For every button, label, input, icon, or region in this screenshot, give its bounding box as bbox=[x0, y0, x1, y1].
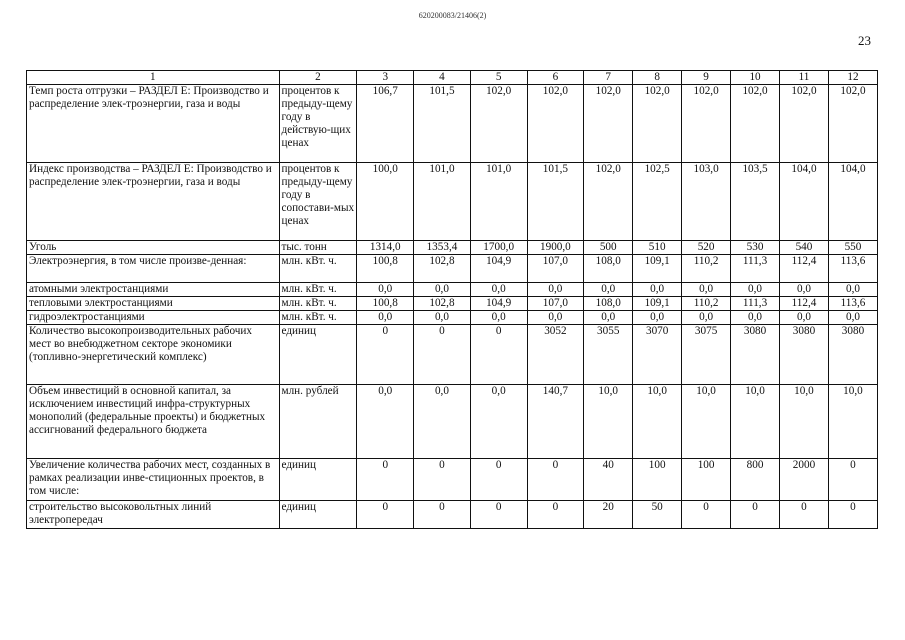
value-cell: 102,8 bbox=[414, 255, 471, 283]
indicator-unit: процентов к предыду-щему году в действую-щих ценах bbox=[279, 85, 357, 163]
value-cell: 1314,0 bbox=[357, 241, 414, 255]
value-cell: 540 bbox=[780, 241, 829, 255]
value-cell: 102,0 bbox=[682, 85, 731, 163]
value-cell: 0,0 bbox=[527, 283, 584, 297]
indicator-unit: млн. рублей bbox=[279, 385, 357, 459]
indicator-name: Уголь bbox=[27, 241, 280, 255]
column-header: 6 bbox=[527, 71, 584, 85]
value-cell: 0 bbox=[414, 501, 471, 529]
value-cell: 10,0 bbox=[584, 385, 633, 459]
value-cell: 111,3 bbox=[731, 255, 780, 283]
value-cell: 102,0 bbox=[584, 163, 633, 241]
column-header: 2 bbox=[279, 71, 357, 85]
value-cell: 111,3 bbox=[731, 297, 780, 311]
value-cell: 113,6 bbox=[828, 297, 877, 311]
value-cell: 3070 bbox=[633, 325, 682, 385]
value-cell: 0 bbox=[780, 501, 829, 529]
column-header: 4 bbox=[414, 71, 471, 85]
value-cell: 109,1 bbox=[633, 255, 682, 283]
value-cell: 104,9 bbox=[470, 297, 527, 311]
value-cell: 0,0 bbox=[828, 283, 877, 297]
column-header: 7 bbox=[584, 71, 633, 85]
value-cell: 0 bbox=[682, 501, 731, 529]
indicator-unit: единиц bbox=[279, 501, 357, 529]
value-cell: 0 bbox=[414, 459, 471, 501]
indicator-name: Объем инвестиций в основной капитал, за исключением инвестиций инфра-структурных монополий (федеральные проекты) и бюджетных ассигнований федерального бюджета bbox=[27, 385, 280, 459]
value-cell: 101,5 bbox=[527, 163, 584, 241]
indicator-unit: млн. кВт. ч. bbox=[279, 297, 357, 311]
value-cell: 103,0 bbox=[682, 163, 731, 241]
value-cell: 10,0 bbox=[633, 385, 682, 459]
table-row bbox=[27, 385, 878, 459]
value-cell: 530 bbox=[731, 241, 780, 255]
value-cell: 107,0 bbox=[527, 297, 584, 311]
value-cell: 0,0 bbox=[633, 311, 682, 325]
value-cell: 520 bbox=[682, 241, 731, 255]
indicator-unit: единиц bbox=[279, 325, 357, 385]
value-cell: 110,2 bbox=[682, 297, 731, 311]
header-row bbox=[27, 71, 878, 85]
value-cell: 0,0 bbox=[470, 385, 527, 459]
value-cell: 2000 bbox=[780, 459, 829, 501]
value-cell: 0,0 bbox=[633, 283, 682, 297]
indicators-table bbox=[26, 70, 878, 529]
value-cell: 0,0 bbox=[414, 311, 471, 325]
value-cell: 102,0 bbox=[527, 85, 584, 163]
value-cell: 0 bbox=[731, 501, 780, 529]
value-cell: 0,0 bbox=[682, 311, 731, 325]
value-cell: 3080 bbox=[828, 325, 877, 385]
value-cell: 104,9 bbox=[470, 255, 527, 283]
value-cell: 108,0 bbox=[584, 255, 633, 283]
table-row bbox=[27, 311, 878, 325]
document-id: 620200083/21406(2) bbox=[418, 11, 487, 20]
indicator-unit: млн. кВт. ч. bbox=[279, 311, 357, 325]
value-cell: 0,0 bbox=[357, 311, 414, 325]
value-cell: 102,0 bbox=[470, 85, 527, 163]
value-cell: 0 bbox=[470, 501, 527, 529]
page-number: 23 bbox=[858, 33, 871, 48]
value-cell: 104,0 bbox=[828, 163, 877, 241]
indicator-name: Увеличение количества рабочих мест, созданных в рамках реализации инве-стиционных проектов, в том числе: bbox=[27, 459, 280, 501]
table-row bbox=[27, 241, 878, 255]
value-cell: 0 bbox=[357, 501, 414, 529]
value-cell: 550 bbox=[828, 241, 877, 255]
value-cell: 0,0 bbox=[682, 283, 731, 297]
value-cell: 102,0 bbox=[731, 85, 780, 163]
value-cell: 107,0 bbox=[527, 255, 584, 283]
indicator-unit: тыс. тонн bbox=[279, 241, 357, 255]
value-cell: 0,0 bbox=[584, 311, 633, 325]
indicator-unit: единиц bbox=[279, 459, 357, 501]
value-cell: 3080 bbox=[780, 325, 829, 385]
value-cell: 1700,0 bbox=[470, 241, 527, 255]
table-row bbox=[27, 283, 878, 297]
value-cell: 10,0 bbox=[682, 385, 731, 459]
indicator-name: Темп роста отгрузки – РАЗДЕЛ Е: Производство и распределение элек-троэнергии, газа и воды bbox=[27, 85, 280, 163]
value-cell: 108,0 bbox=[584, 297, 633, 311]
table-row bbox=[27, 297, 878, 311]
value-cell: 0 bbox=[357, 459, 414, 501]
value-cell: 102,0 bbox=[780, 85, 829, 163]
value-cell: 110,2 bbox=[682, 255, 731, 283]
value-cell: 0 bbox=[357, 325, 414, 385]
value-cell: 102,0 bbox=[584, 85, 633, 163]
value-cell: 0,0 bbox=[731, 311, 780, 325]
value-cell: 100,0 bbox=[357, 163, 414, 241]
column-header: 8 bbox=[633, 71, 682, 85]
value-cell: 500 bbox=[584, 241, 633, 255]
value-cell: 3055 bbox=[584, 325, 633, 385]
value-cell: 50 bbox=[633, 501, 682, 529]
table-row bbox=[27, 459, 878, 501]
value-cell: 0,0 bbox=[414, 283, 471, 297]
value-cell: 1900,0 bbox=[527, 241, 584, 255]
value-cell: 100,8 bbox=[357, 297, 414, 311]
value-cell: 106,7 bbox=[357, 85, 414, 163]
value-cell: 20 bbox=[584, 501, 633, 529]
value-cell: 0 bbox=[470, 325, 527, 385]
column-header: 3 bbox=[357, 71, 414, 85]
value-cell: 1353,4 bbox=[414, 241, 471, 255]
table-row bbox=[27, 85, 878, 163]
column-header: 11 bbox=[780, 71, 829, 85]
value-cell: 800 bbox=[731, 459, 780, 501]
indicator-name: Количество высокопроизводительных рабочих мест во внебюджетном секторе экономики (топливно-энергетический комплекс) bbox=[27, 325, 280, 385]
value-cell: 0,0 bbox=[780, 311, 829, 325]
value-cell: 100,8 bbox=[357, 255, 414, 283]
table-body bbox=[27, 85, 878, 529]
value-cell: 3052 bbox=[527, 325, 584, 385]
value-cell: 140,7 bbox=[527, 385, 584, 459]
value-cell: 0,0 bbox=[414, 385, 471, 459]
value-cell: 109,1 bbox=[633, 297, 682, 311]
indicator-name: Индекс производства – РАЗДЕЛ Е: Производство и распределение элек-троэнергии, газа и воды bbox=[27, 163, 280, 241]
value-cell: 0,0 bbox=[470, 311, 527, 325]
table-row bbox=[27, 163, 878, 241]
value-cell: 0,0 bbox=[828, 311, 877, 325]
value-cell: 101,5 bbox=[414, 85, 471, 163]
value-cell: 0,0 bbox=[780, 283, 829, 297]
column-header: 9 bbox=[682, 71, 731, 85]
value-cell: 0,0 bbox=[731, 283, 780, 297]
value-cell: 0 bbox=[414, 325, 471, 385]
indicator-unit: млн. кВт. ч. bbox=[279, 283, 357, 297]
indicator-unit: млн. кВт. ч. bbox=[279, 255, 357, 283]
value-cell: 510 bbox=[633, 241, 682, 255]
value-cell: 103,5 bbox=[731, 163, 780, 241]
value-cell: 0,0 bbox=[357, 283, 414, 297]
value-cell: 0 bbox=[470, 459, 527, 501]
value-cell: 40 bbox=[584, 459, 633, 501]
value-cell: 100 bbox=[682, 459, 731, 501]
value-cell: 10,0 bbox=[828, 385, 877, 459]
value-cell: 3075 bbox=[682, 325, 731, 385]
value-cell: 0,0 bbox=[584, 283, 633, 297]
indicator-unit: процентов к предыду-щему году в сопостави-мых ценах bbox=[279, 163, 357, 241]
value-cell: 0 bbox=[527, 501, 584, 529]
value-cell: 0,0 bbox=[527, 311, 584, 325]
indicator-name: строительство высоковольтных линий электропередач bbox=[27, 501, 280, 529]
table-row bbox=[27, 255, 878, 283]
indicator-name: тепловыми электростанциями bbox=[27, 297, 280, 311]
column-header: 1 bbox=[27, 71, 280, 85]
column-header: 10 bbox=[731, 71, 780, 85]
value-cell: 113,6 bbox=[828, 255, 877, 283]
value-cell: 112,4 bbox=[780, 297, 829, 311]
value-cell: 102,5 bbox=[633, 163, 682, 241]
value-cell: 101,0 bbox=[470, 163, 527, 241]
value-cell: 102,0 bbox=[633, 85, 682, 163]
value-cell: 0 bbox=[828, 501, 877, 529]
table-row bbox=[27, 501, 878, 529]
value-cell: 10,0 bbox=[780, 385, 829, 459]
column-header: 5 bbox=[470, 71, 527, 85]
column-header: 12 bbox=[828, 71, 877, 85]
value-cell: 102,0 bbox=[828, 85, 877, 163]
value-cell: 3080 bbox=[731, 325, 780, 385]
value-cell: 102,8 bbox=[414, 297, 471, 311]
table-row bbox=[27, 325, 878, 385]
value-cell: 0 bbox=[527, 459, 584, 501]
value-cell: 100 bbox=[633, 459, 682, 501]
indicator-name: гидроэлектростанциями bbox=[27, 311, 280, 325]
value-cell: 10,0 bbox=[731, 385, 780, 459]
value-cell: 101,0 bbox=[414, 163, 471, 241]
value-cell: 0,0 bbox=[470, 283, 527, 297]
indicator-name: атомными электростанциями bbox=[27, 283, 280, 297]
value-cell: 0,0 bbox=[357, 385, 414, 459]
value-cell: 112,4 bbox=[780, 255, 829, 283]
value-cell: 0 bbox=[828, 459, 877, 501]
value-cell: 104,0 bbox=[780, 163, 829, 241]
indicator-name: Электроэнергия, в том числе произве-денная: bbox=[27, 255, 280, 283]
